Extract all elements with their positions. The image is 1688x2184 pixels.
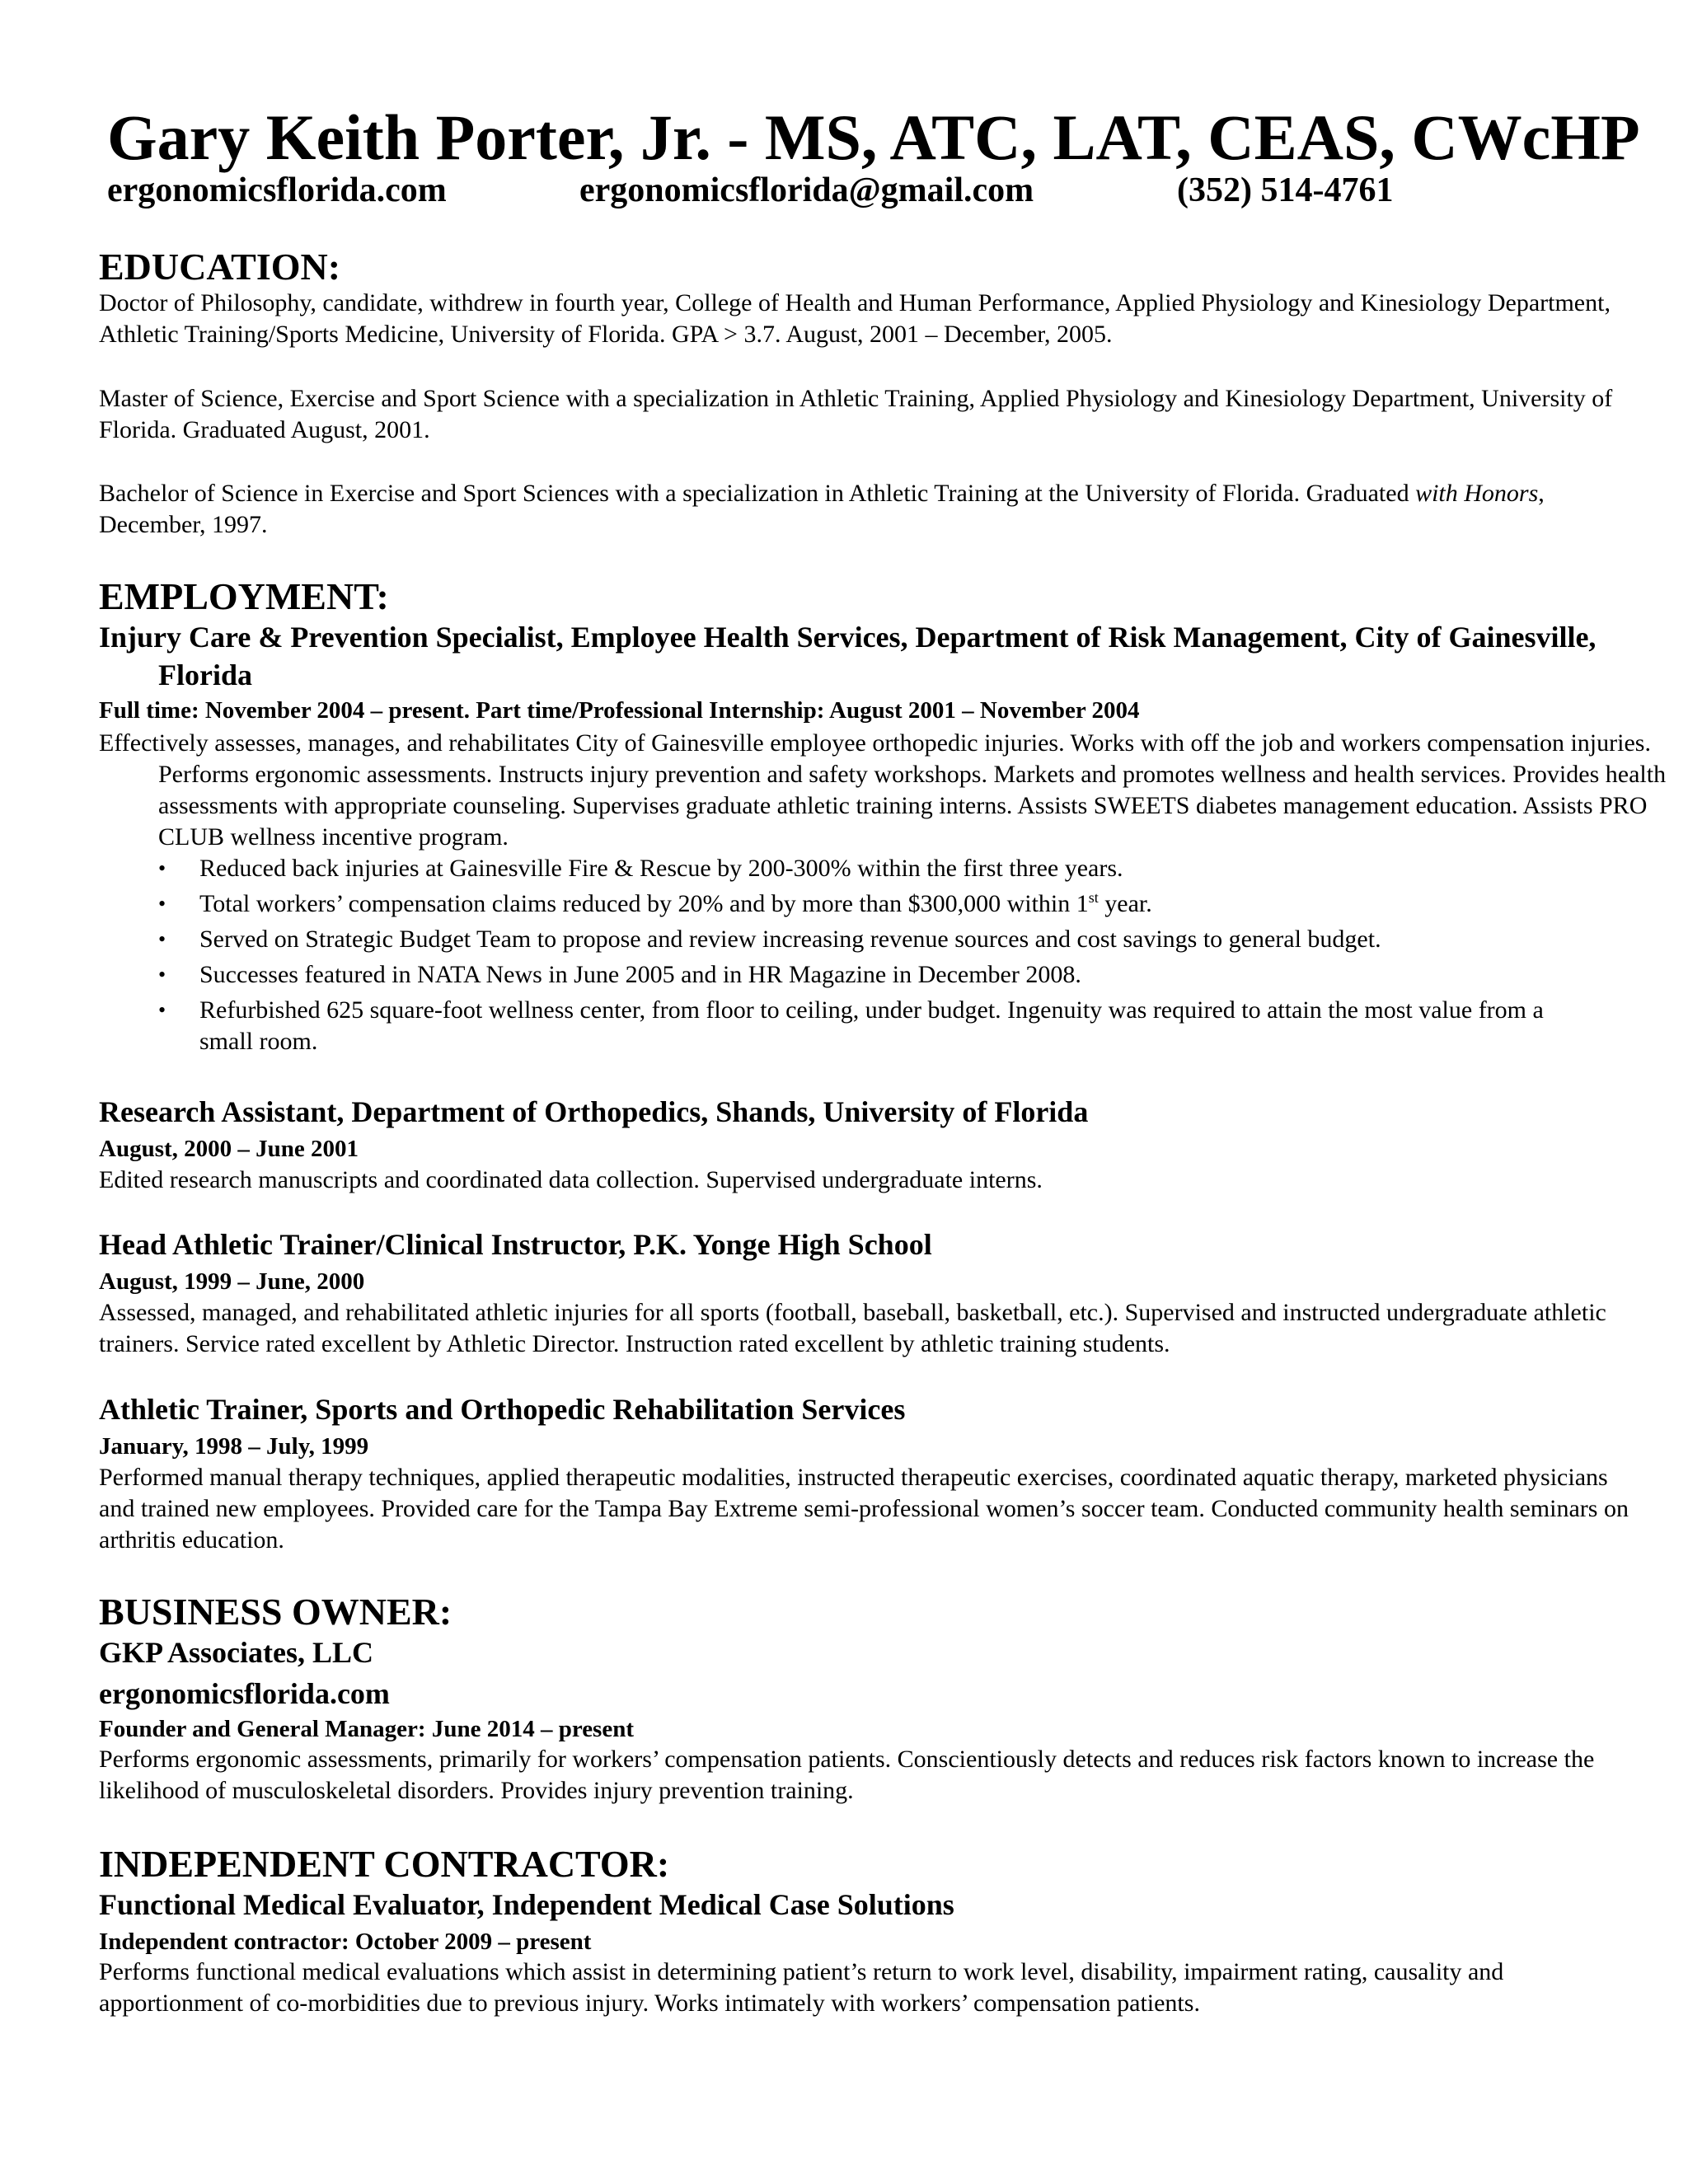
job4-title: Athletic Trainer, Sports and Orthopedic Rehabilitation Services bbox=[99, 1393, 906, 1426]
bullet-text-tail: year. bbox=[1098, 890, 1152, 917]
business-description: Performs ergonomic assessments, primarily for workers’ compensation patients. Conscientiously detects and reduces risk factors known to increase the likelihood of musculoskeletal disorders. Provides injury prevention training. bbox=[99, 1746, 1595, 1804]
job1-title: Injury Care & Prevention Specialist, Employee Health Services, Department of Risk Management, City of Gainesville, Florida bbox=[99, 621, 1597, 691]
phone-number: (352) 514-4761 bbox=[1177, 171, 1394, 209]
education-bs bbox=[99, 478, 1648, 541]
education-ms: Master of Science, Exercise and Sport Science with a specialization in Athletic Training, Applied Physiology and Kinesiology Department, University of Florida. Graduated August, 2001. bbox=[99, 385, 1613, 443]
bullet-icon: • bbox=[158, 963, 166, 987]
list-item bbox=[158, 959, 1576, 991]
bullet-text: Successes featured in NATA News in June 2005 and in HR Magazine in December 2008. bbox=[199, 961, 1081, 988]
bullet-icon: • bbox=[158, 998, 166, 1022]
job1-description: Effectively assesses, manages, and rehabilitates City of Gainesville employee orthopedic injuries. Works with off the job and workers compensation injuries. Performs ergonomic assessments. Instructs injury prevention and safety workshops. Markets and promotes wellness and health services. Provides health assessments with appropriate counseling. Supervises graduate athletic training interns. Assists SWEETS diabetes management education. Assists PRO CLUB wellness incentive program. bbox=[99, 729, 1667, 851]
job4-description: Performed manual therapy techniques, applied therapeutic modalities, instructed therapeutic exercises, coordinated aquatic therapy, marketed physicians and trained new employees. Provided care for the Tampa Bay Extreme semi-professional women’s soccer team. Conducted community health seminars on arthritis education. bbox=[99, 1464, 1629, 1554]
business-dates: Founder and General Manager: June 2014 – present bbox=[99, 1716, 635, 1742]
bullet-icon: • bbox=[158, 892, 166, 916]
list-item bbox=[158, 853, 1576, 884]
education-heading: EDUCATION: bbox=[99, 246, 341, 288]
job3-dates: August, 1999 – June, 2000 bbox=[99, 1268, 365, 1295]
education-bs-text: Bachelor of Science in Exercise and Sport Sciences with a specialization in Athletic Training at the University of Florida. Graduated bbox=[99, 480, 1416, 507]
bullet-icon: • bbox=[158, 927, 166, 951]
job3-description: Assessed, managed, and rehabilitated athletic injuries for all sports (football, baseball, basketball, etc.). Supervised and instructed undergraduate athletic trainers. Service rated excellent by Athletic Director. Instruction rated excellent by athletic training students. bbox=[99, 1299, 1606, 1357]
business-website[interactable]: ergonomicsflorida.com bbox=[99, 1677, 390, 1710]
list-item bbox=[158, 888, 1576, 920]
employment-heading: EMPLOYMENT: bbox=[99, 575, 389, 617]
bullet-text: Refurbished 625 square-foot wellness center, from floor to ceiling, under budget. Ingenuity was required to attain the most value from a small room. bbox=[199, 996, 1544, 1055]
job2-dates: August, 2000 – June 2001 bbox=[99, 1136, 359, 1162]
bullet-text: Served on Strategic Budget Team to propose and review increasing revenue sources and cost savings to general budget. bbox=[199, 926, 1381, 953]
contractor-heading: INDEPENDENT CONTRACTOR: bbox=[99, 1843, 670, 1885]
list-item bbox=[158, 924, 1576, 955]
email-link[interactable]: ergonomicsflorida@gmail.com bbox=[579, 171, 1034, 209]
website-link[interactable]: ergonomicsflorida.com bbox=[107, 171, 447, 209]
bullet-icon: • bbox=[158, 856, 166, 880]
business-company: GKP Associates, LLC bbox=[99, 1636, 374, 1669]
education-bs-honors: with Honors bbox=[1415, 480, 1539, 507]
education-bs-date: , December, 1997. bbox=[99, 480, 1545, 538]
contractor-description: Performs functional medical evaluations which assist in determining patient’s return to work level, disability, impairment rating, causality and apportionment of co-morbidities due to previous injury. Works intimately with workers’ compensation patients. bbox=[99, 1958, 1504, 2017]
list-item bbox=[158, 995, 1576, 1057]
education-phd: Doctor of Philosophy, candidate, withdrew in fourth year, College of Health and Human Performance, Applied Physiology and Kinesiology Department, Athletic Training/Sports Medicine, University of Florida. GPA > 3.7. August, 2001 – December, 2005. bbox=[99, 289, 1611, 348]
job1-bullet-list bbox=[158, 853, 1576, 1062]
resume-name: Gary Keith Porter, Jr. - MS, ATC, LAT, CEAS, CWcHP bbox=[107, 101, 1640, 173]
contractor-title: Functional Medical Evaluator, Independent Medical Case Solutions bbox=[99, 1888, 954, 1921]
job3-title: Head Athletic Trainer/Clinical Instructor, P.K. Yonge High School bbox=[99, 1228, 932, 1261]
job2-description: Edited research manuscripts and coordinated data collection. Supervised undergraduate interns. bbox=[99, 1166, 1043, 1193]
bullet-text: Reduced back injuries at Gainesville Fire & Rescue by 200-300% within the first three years. bbox=[199, 855, 1123, 882]
contractor-dates: Independent contractor: October 2009 – present bbox=[99, 1929, 592, 1955]
job1-dates: Full time: November 2004 – present. Part time/Professional Internship: August 2001 – November 2004 bbox=[99, 697, 1140, 724]
job4-dates: January, 1998 – July, 1999 bbox=[99, 1433, 369, 1460]
bullet-text: Total workers’ compensation claims reduced by 20% and by more than $300,000 within 1 bbox=[199, 890, 1089, 917]
bullet-superscript: st bbox=[1088, 889, 1099, 906]
business-heading: BUSINESS OWNER: bbox=[99, 1591, 452, 1633]
job2-title: Research Assistant, Department of Orthopedics, Shands, University of Florida bbox=[99, 1095, 1089, 1128]
